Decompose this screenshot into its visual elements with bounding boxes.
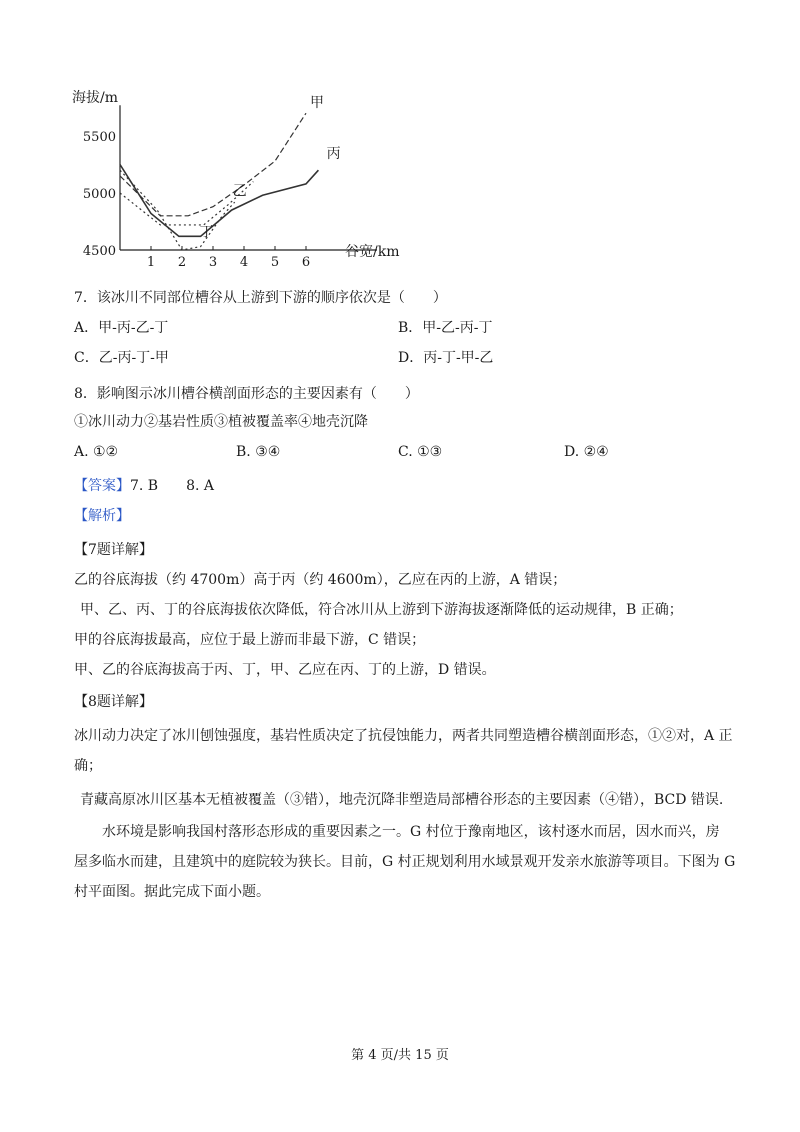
q8-stem: 8．影响图示冰川槽谷横剖面形态的主要因素有（ ） bbox=[74, 386, 419, 402]
detail8-title: 【8题详解】 bbox=[74, 694, 153, 710]
x-tick-label: 1 bbox=[146, 255, 156, 270]
x-tick-label: 4 bbox=[239, 255, 249, 270]
q7-option-b[interactable]: B．甲-乙-丙-丁 bbox=[398, 320, 493, 336]
series-label-甲: 甲 bbox=[310, 95, 324, 112]
series-label-乙: 乙 bbox=[232, 183, 247, 200]
q7-option-a[interactable]: A．甲-丙-乙-丁 bbox=[74, 320, 169, 336]
detail7-line-1: 乙的谷底海拔（约 4700m）高于丙（约 4600m），乙应在丙的上游，A 错误； bbox=[74, 572, 567, 588]
answer-value: 7. B 8. A bbox=[130, 478, 215, 494]
q8-option-c[interactable]: C. ①③ bbox=[398, 444, 443, 460]
answer-tag: 【答案】 bbox=[74, 478, 130, 494]
detail8-line-3: 青藏高原冰川区基本无植被覆盖（③错），地壳沉降非塑造局部槽谷形态的主要因素（④错），BCD 错误. bbox=[80, 792, 724, 808]
x-axis-label: 谷宽/km bbox=[345, 244, 400, 260]
detail8-line-1: 冰川动力决定了冰川刨蚀强度，基岩性质决定了抗侵蚀能力，两者共同塑造槽谷横剖面形态，①②对，A 正 bbox=[74, 728, 733, 744]
q7-option-d[interactable]: D．丙-丁-甲-乙 bbox=[398, 350, 494, 366]
passage-line-2: 屋多临水而建，且建筑中的庭院较为狭长。目前，G 村正规划利用水域景观开发亲水旅游等项目。下图为 G bbox=[74, 854, 736, 870]
detail7-line-4: 甲、乙的谷底海拔高于丙、丁，甲、乙应在丙、丁的上游，D 错误。 bbox=[74, 662, 496, 678]
series-line-丙 bbox=[120, 165, 318, 237]
x-tick-label: 2 bbox=[177, 255, 187, 270]
series-line-丁 bbox=[120, 170, 235, 250]
y-tick-label: 5000 bbox=[82, 187, 116, 202]
series-label-丁: 丁 bbox=[199, 224, 214, 241]
series-label-丙: 丙 bbox=[326, 146, 341, 163]
detail7-title: 【7题详解】 bbox=[74, 542, 153, 558]
x-tick-label: 6 bbox=[301, 255, 311, 270]
q8-option-a[interactable]: A. ①② bbox=[74, 444, 119, 460]
detail8-line-2: 确； bbox=[74, 758, 102, 774]
x-tick-label: 5 bbox=[270, 255, 280, 270]
detail7-line-2: 甲、乙、丙、丁的谷底海拔依次降低，符合冰川从上游到下游海拔逐渐降低的运动规律，B 正确； bbox=[80, 602, 683, 618]
y-tick-label: 4500 bbox=[82, 244, 116, 259]
y-tick-label: 5500 bbox=[82, 130, 116, 145]
analysis-tag: 【解析】 bbox=[74, 508, 130, 524]
y-axis-label: 海拔/m bbox=[72, 90, 118, 106]
valley-profile-chart bbox=[60, 88, 400, 278]
q7-option-c[interactable]: C．乙-丙-丁-甲 bbox=[74, 350, 169, 366]
valley-profile-svg bbox=[60, 88, 400, 278]
answer-line bbox=[74, 476, 214, 496]
passage-line-1: 水环境是影响我国村落形态形成的重要因素之一。G 村位于豫南地区，该村逐水而居，因水而兴，房 bbox=[102, 824, 720, 840]
detail7-line-3: 甲的谷底海拔最高，应位于最上游而非最下游，C 错误； bbox=[74, 632, 426, 648]
q7-stem: 7．该冰川不同部位槽谷从上游到下游的顺序依次是（ ） bbox=[74, 290, 447, 306]
q8-option-b[interactable]: B. ③④ bbox=[236, 444, 281, 460]
q8-items: ①冰川动力②基岩性质③植被覆盖率④地壳沉降 bbox=[74, 414, 368, 430]
q8-option-d[interactable]: D. ②④ bbox=[564, 444, 609, 460]
x-tick-label: 3 bbox=[208, 255, 218, 270]
passage-line-3: 村平面图。据此完成下面小题。 bbox=[74, 884, 270, 900]
page-footer: 第 4 页/共 15 页 bbox=[351, 1048, 449, 1063]
